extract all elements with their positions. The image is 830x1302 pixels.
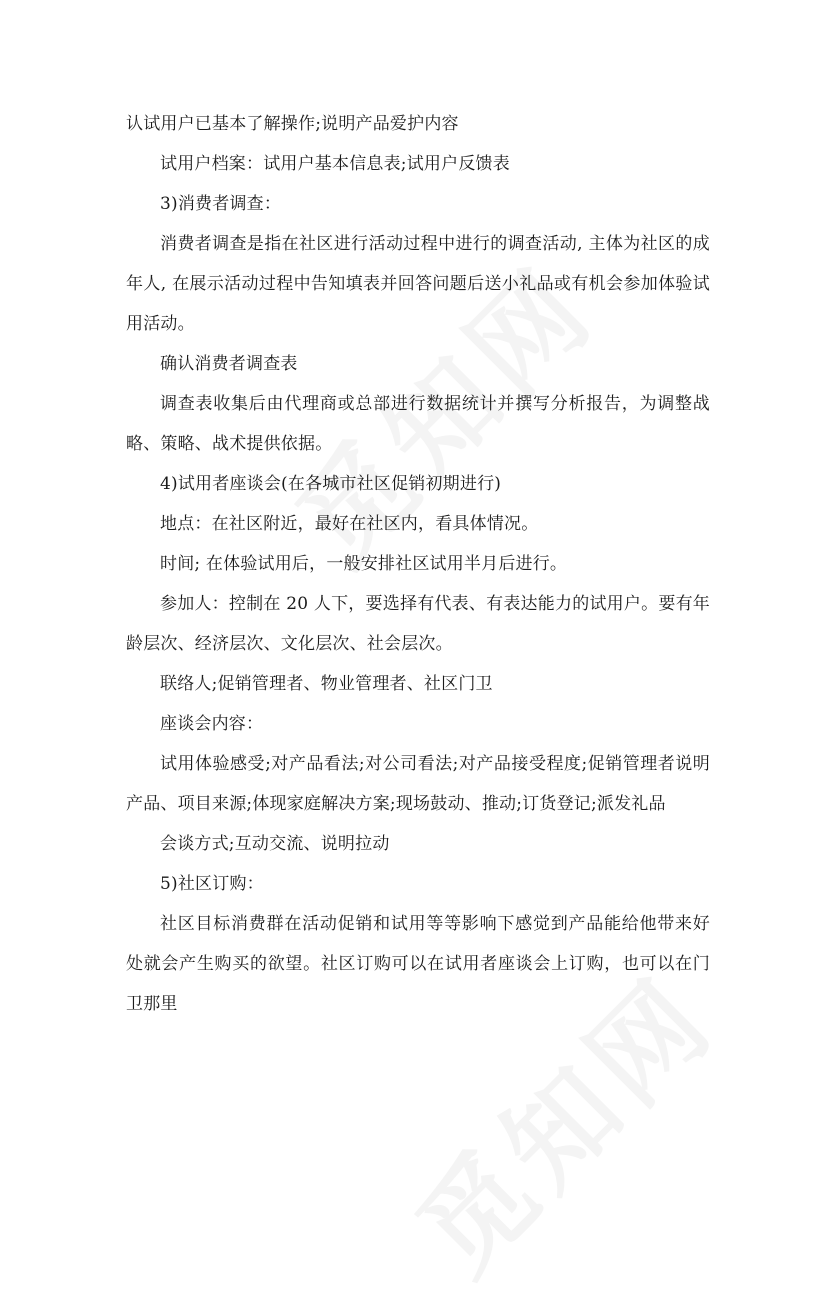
paragraph: 座谈会内容： xyxy=(160,714,264,734)
section-heading: 4)试用者座谈会(在各城市社区促销初期进行) xyxy=(160,474,502,494)
section-heading: 3)消费者调查： xyxy=(160,194,282,214)
paragraph: 调查表收集后由代理商或总部进行数据统计并撰写分析报告，为调整战略、策略、战术提供依据。 xyxy=(126,394,710,454)
paragraph: 认试用户已基本了解操作;说明产品爱护内容 xyxy=(126,114,459,134)
paragraph: 参加人：控制在 20 人下，要选择有代表、有表达能力的试用户。要有年龄层次、经济层次、文化层次、社会层次。 xyxy=(126,594,710,654)
paragraph: 联络人;促销管理者、物业管理者、社区门卫 xyxy=(160,674,493,694)
paragraph: 确认消费者调查表 xyxy=(160,354,298,374)
paragraph: 试用体验感受;对产品看法;对公司看法;对产品接受程度;促销管理者说明产品、项目来源;体现家庭解决方案;现场鼓动、推动;订货登记;派发礼品 xyxy=(126,754,710,814)
paragraph: 消费者调查是指在社区进行活动过程中进行的调查活动, 主体为社区的成年人, 在展示活动过程中告知填表并回答问题后送小礼品或有机会参加体验试用活动。 xyxy=(126,234,710,334)
section-heading: 5)社区订购： xyxy=(160,874,264,894)
paragraph: 时间; 在体验试用后，一般安排社区试用半月后进行。 xyxy=(160,554,568,574)
paragraph: 地点：在社区附近，最好在社区内，看具体情况。 xyxy=(160,514,539,534)
paragraph: 社区目标消费群在活动促销和试用等等影响下感觉到产品能给他带来好处就会产生购买的欲望。社区订购可以在试用者座谈会上订购，也可以在门卫那里 xyxy=(126,914,710,1014)
paragraph: 试用户档案：试用户基本信息表;试用户反馈表 xyxy=(160,154,510,174)
document-body xyxy=(126,104,710,1024)
paragraph: 会谈方式;互动交流、说明拉动 xyxy=(160,834,390,854)
